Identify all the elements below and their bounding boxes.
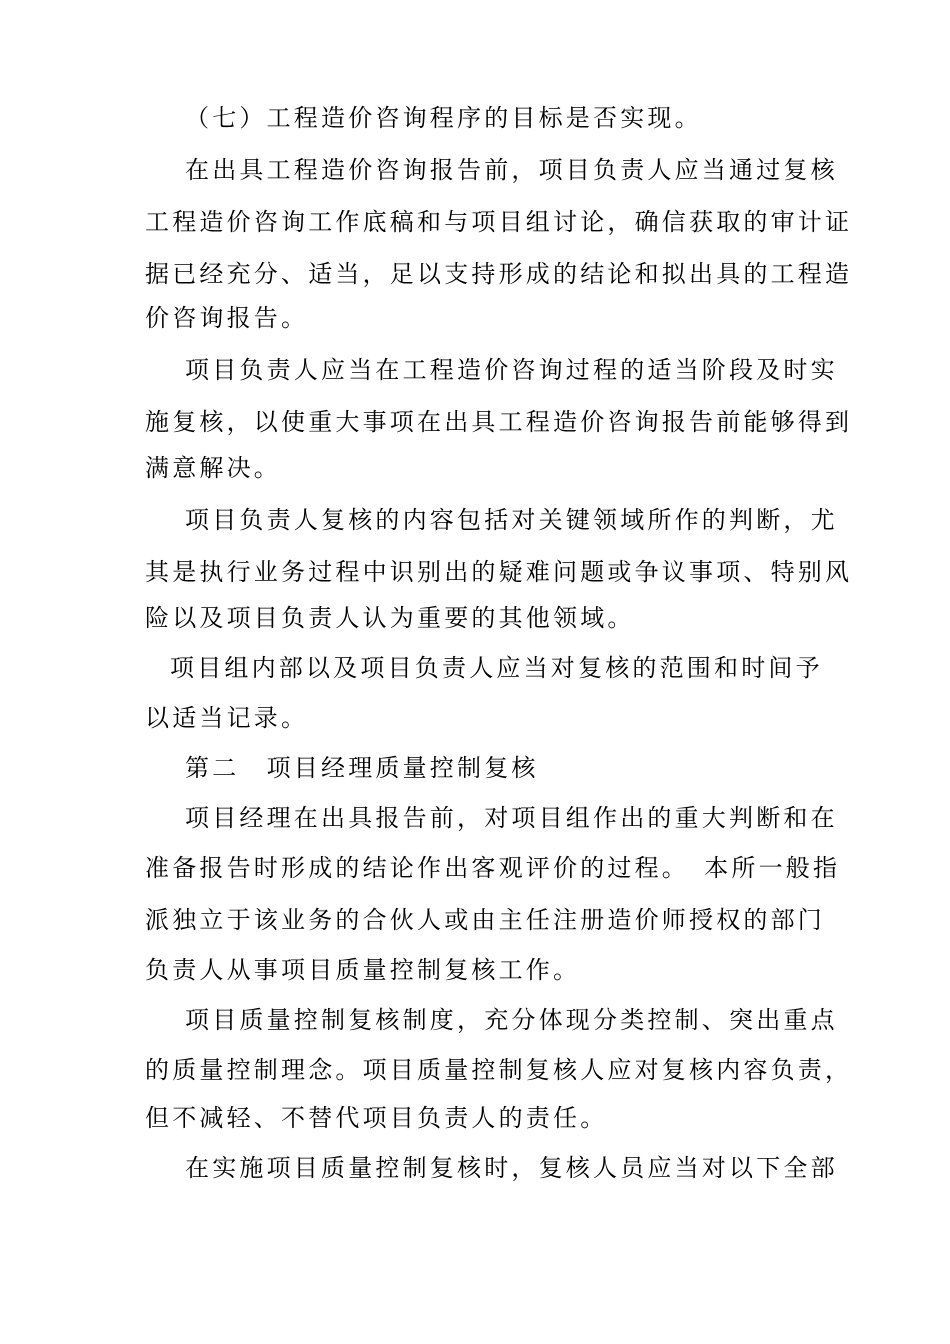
text-line: 项目组内部以及项目负责人应当对复核的范围和时间予 [170,654,823,682]
text-line: 满意解决。 [145,454,281,482]
text-line: 项目质量控制复核制度，充分体现分类控制、突出重点 [185,1006,838,1034]
text-line: 项目经理在出具报告前，对项目组作出的重大判断和在 [185,804,838,832]
text-line: 负责人从事项目质量控制复核工作。 [145,956,581,984]
text-line: 其是执行业务过程中识别出的疑难问题或争议事项、特别风 [145,558,853,586]
text-line: 价咨询报告。 [145,304,309,332]
section-heading: 第二 项目经理质量控制复核 [185,754,539,782]
text-line: 在实施项目质量控制复核时，复核人员应当对以下全部 [185,1154,838,1182]
text-line: 项目负责人复核的内容包括对关键领域所作的判断，尤 [185,506,838,534]
text-line: 工程造价咨询工作底稿和与项目组讨论，确信获取的审计证 [145,208,853,236]
text-line: 但不减轻、不替代项目负责人的责任。 [145,1104,608,1132]
text-line: 以适当记录。 [145,704,309,732]
text-line: （七）工程造价咨询程序的目标是否实现。 [185,104,702,132]
text-line: 险以及项目负责人认为重要的其他领域。 [145,604,635,632]
text-line: 准备报告时形成的结论作出客观评价的过程。 本所一般指 [145,854,841,882]
text-line: 项目负责人应当在工程造价咨询过程的适当阶段及时实 [185,356,838,384]
text-line: 在出具工程造价咨询报告前，项目负责人应当通过复核 [185,156,838,184]
text-line: 施复核，以使重大事项在出具工程造价咨询报告前能够得到 [145,408,853,436]
text-line: 据已经充分、适当，足以支持形成的结论和拟出具的工程造 [145,260,853,288]
text-line: 派独立于该业务的合伙人或由主任注册造价师授权的部门 [145,906,825,934]
text-line: 的质量控制理念。项目质量控制复核人应对复核内容负责， [145,1056,853,1084]
